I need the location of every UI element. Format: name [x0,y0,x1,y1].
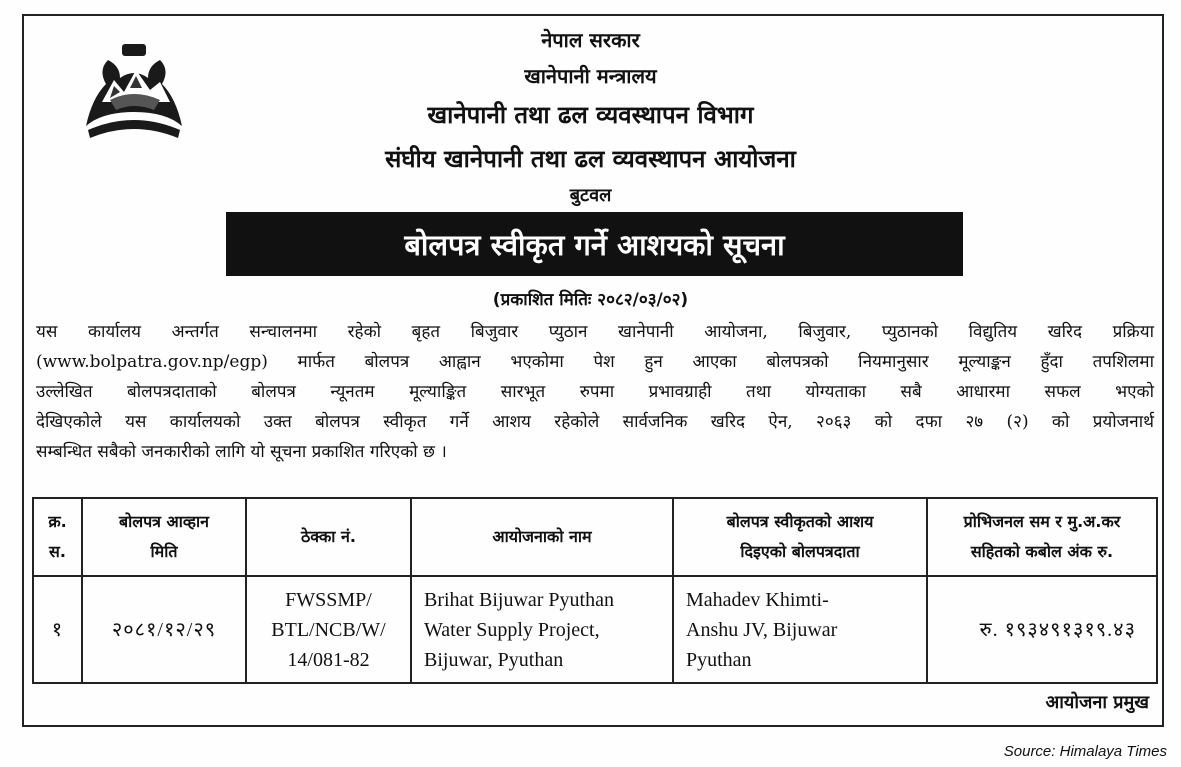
cell-bidder: Mahadev Khimti- Anshu JV, Bijuwar Pyuthan [673,576,927,683]
body-line: उल्लेखित बोलपत्रदाताको बोलपत्र न्यूनतम मूल्याङ्कित सारभूत रुपमा प्रभावग्राही तथा योग्यताका सबै आधारमा सफल भएको [36,382,1154,402]
body-line: सम्बन्धित सबैको जनकारीको लागि यो सूचना प्रकाशित गरिएको छ । [36,442,447,462]
col-header-contract-no: ठेक्का नं. [246,498,411,576]
notice-title: बोलपत्र स्वीकृत गर्ने आशयको सूचना [404,227,785,262]
cell-bid-call-date: २०८१/१२/२९ [82,576,246,683]
col-header-bidder: बोलपत्र स्वीकृतको आशय दिइएको बोलपत्रदाता [673,498,927,576]
header-line-4: संघीय खानेपानी तथा ढल व्यवस्थापन आयोजना [385,145,796,173]
header-line-3: खानेपानी तथा ढल व्यवस्थापन विभाग [427,101,754,129]
body-line: यस कार्यालय अन्तर्गत सन्चालनमा रहेको बृहत बिजुवार प्युठान खानेपानी आयोजना, बिजुवार, प्युठानको विद्युतिय खरिद प्रक्रिया [36,322,1154,342]
col-header-project-name: आयोजनाको नाम [411,498,673,576]
body-line: देखिएकोले यस कार्यालयको उक्त बोलपत्र स्वीकृत गर्ने आशय रहेकोले सार्वजनिक खरिद ऐन, २०६३ को दफा २७ (२) को प्रयोजनार्थ [36,412,1154,432]
notice-body [36,317,1154,467]
cell-sn: १ [33,576,82,683]
cell-project-name: Brihat Bijuwar Pyuthan Water Supply Project, Bijuwar, Pyuthan [411,576,673,683]
source-credit: Source: Himalaya Times [1003,743,1167,760]
header-line-1: नेपाल सरकार [541,28,640,52]
header-line-5: बुटवल [569,185,612,206]
signer-title: आयोजना प्रमुख [1045,692,1149,713]
cell-contract-no: FWSSMP/ BTL/NCB/W/ 14/081-82 [246,576,411,683]
body-line: (www.bolpatra.gov.np/egp) मार्फत बोलपत्र आह्वान भएकोमा पेश हुन आएका बोलपत्रको नियमानुसार मूल्याङ्कन हुँदा तपशिलमा [36,352,1154,372]
col-header-bid-call-date: बोलपत्र आव्हान मिति [82,498,246,576]
col-header-bid-amount: प्रोभिजनल सम र मु.अ.कर सहितको कबोल अंक रु. [927,498,1157,576]
publication-date: (प्रकाशित मितिः २०८२/०३/०२) [492,290,689,310]
notice-title-banner [226,212,963,276]
table-header-row [33,498,1157,576]
cell-bid-amount: रु. १९३४९१३१९.४३ [927,576,1157,683]
header-line-2: खानेपानी मन्त्रालय [524,64,657,88]
col-header-sn: क्र. स. [33,498,82,576]
award-table [32,497,1158,684]
table-row [33,576,1157,683]
